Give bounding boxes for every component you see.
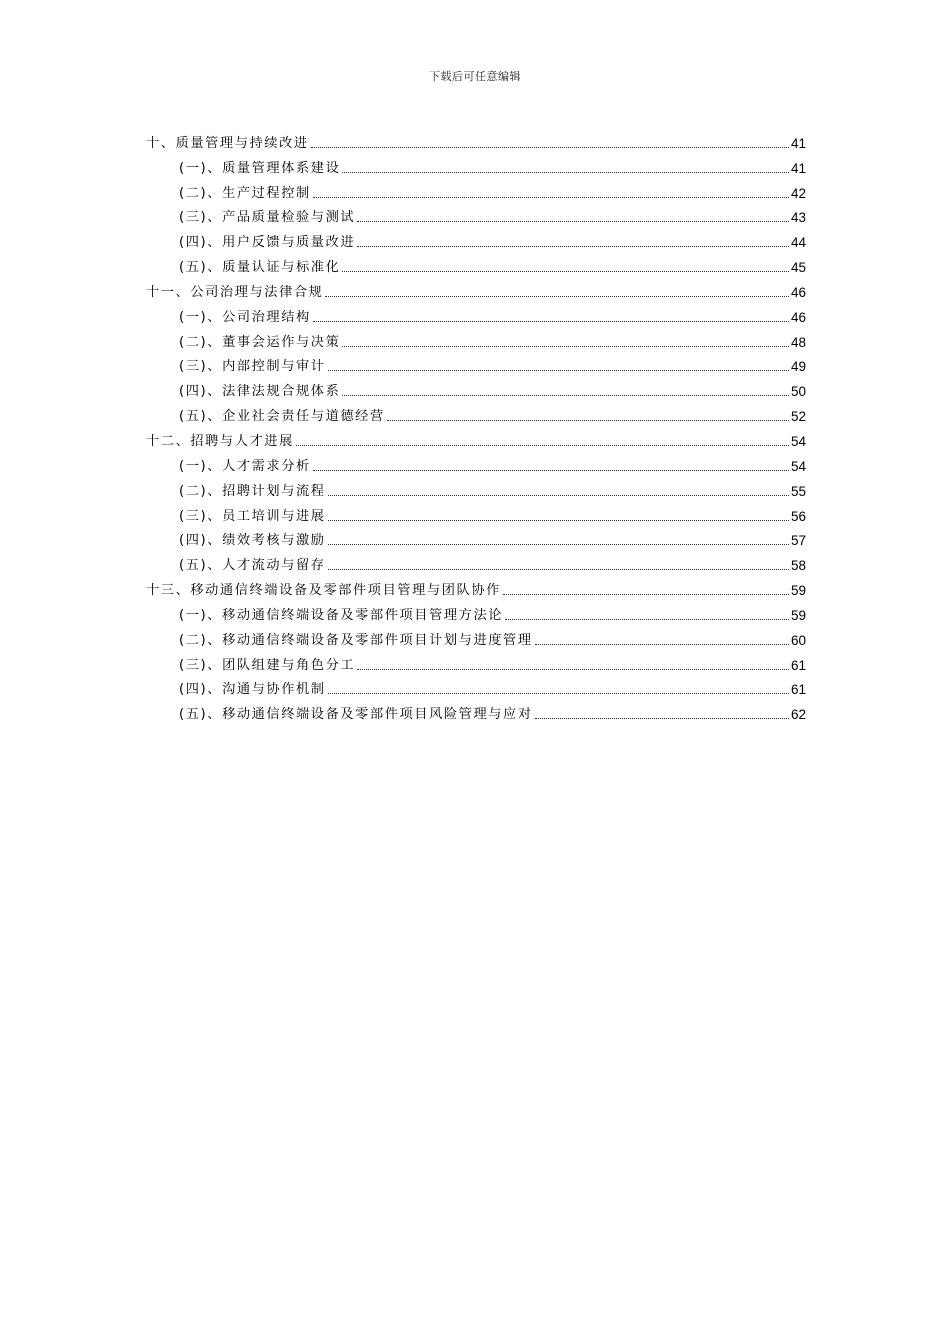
toc-section-entry[interactable] — [146, 251, 806, 276]
toc-dot-leader — [328, 370, 789, 371]
toc-section-entry[interactable] — [146, 226, 806, 251]
toc-section-entry[interactable] — [146, 698, 806, 723]
toc-entry-title: (一)、移动通信终端设备及零部件项目管理方法论 — [179, 607, 504, 623]
toc-page-number: 41 — [790, 135, 806, 151]
toc-page-number: 49 — [790, 359, 806, 375]
toc-entry-title: (三)、员工培训与进展 — [179, 508, 326, 524]
toc-page-number: 43 — [790, 210, 806, 226]
toc-section-entry[interactable] — [146, 549, 806, 574]
toc-section-entry[interactable] — [146, 624, 806, 649]
toc-section-entry[interactable] — [146, 500, 806, 525]
toc-dot-leader — [357, 246, 789, 247]
toc-entry-title: 十一、公司治理与法律合规 — [146, 284, 324, 300]
toc-chapter-entry[interactable] — [146, 574, 806, 599]
toc-entry-title: (四)、绩效考核与激励 — [179, 533, 326, 549]
toc-page-number: 46 — [790, 309, 806, 325]
toc-section-entry[interactable] — [146, 450, 806, 475]
toc-section-entry[interactable] — [146, 375, 806, 400]
toc-dot-leader — [535, 644, 789, 645]
toc-page-number: 61 — [790, 657, 806, 673]
toc-section-entry[interactable] — [146, 152, 806, 177]
toc-dot-leader — [313, 197, 789, 198]
toc-dot-leader — [342, 172, 789, 173]
toc-section-entry[interactable] — [146, 525, 806, 550]
toc-dot-leader — [325, 296, 789, 297]
toc-dot-leader — [503, 594, 789, 595]
toc-page-number: 48 — [790, 334, 806, 350]
toc-page-number: 60 — [790, 632, 806, 648]
toc-section-entry[interactable] — [146, 674, 806, 699]
toc-dot-leader — [311, 147, 789, 148]
toc-entry-title: 十、质量管理与持续改进 — [146, 135, 309, 151]
toc-dot-leader — [342, 271, 789, 272]
toc-page-number: 50 — [790, 384, 806, 400]
toc-page-number: 56 — [790, 508, 806, 524]
toc-entry-title: (四)、用户反馈与质量改进 — [179, 235, 356, 251]
toc-section-entry[interactable] — [146, 177, 806, 202]
toc-dot-leader — [328, 520, 789, 521]
toc-entry-title: (一)、质量管理体系建设 — [179, 160, 341, 176]
toc-entry-title: (四)、法律法规合规体系 — [179, 384, 341, 400]
toc-entry-title: 十二、招聘与人才进展 — [146, 433, 294, 449]
toc-entry-title: (五)、移动通信终端设备及零部件项目风险管理与应对 — [179, 707, 533, 723]
toc-chapter-entry[interactable] — [146, 425, 806, 450]
toc-page-number: 46 — [790, 284, 806, 300]
toc-section-entry[interactable] — [146, 400, 806, 425]
toc-entry-title: (二)、董事会运作与决策 — [179, 334, 341, 350]
toc-page-number: 61 — [790, 682, 806, 698]
toc-page-number: 55 — [790, 483, 806, 499]
toc-dot-leader — [342, 395, 789, 396]
table-of-contents — [146, 127, 806, 723]
toc-page-number: 52 — [790, 409, 806, 425]
toc-page-number: 45 — [790, 260, 806, 276]
toc-section-entry[interactable] — [146, 202, 806, 227]
toc-page-number: 54 — [790, 458, 806, 474]
toc-section-entry[interactable] — [146, 326, 806, 351]
toc-page-number: 59 — [790, 583, 806, 599]
toc-dot-leader — [342, 346, 789, 347]
header-note: 下载后可任意编辑 — [429, 70, 521, 83]
toc-dot-leader — [328, 495, 789, 496]
toc-dot-leader — [357, 221, 789, 222]
toc-entry-title: 十三、移动通信终端设备及零部件项目管理与团队协作 — [146, 583, 501, 599]
toc-section-entry[interactable] — [146, 351, 806, 376]
toc-section-entry[interactable] — [146, 649, 806, 674]
toc-dot-leader — [505, 619, 789, 620]
toc-dot-leader — [328, 569, 789, 570]
toc-dot-leader — [328, 544, 789, 545]
toc-entry-title: (五)、人才流动与留存 — [179, 558, 326, 574]
toc-entry-title: (二)、生产过程控制 — [179, 185, 311, 201]
toc-entry-title: (三)、团队组建与角色分工 — [179, 657, 356, 673]
toc-entry-title: (二)、招聘计划与流程 — [179, 483, 326, 499]
toc-page-number: 41 — [790, 160, 806, 176]
toc-chapter-entry[interactable] — [146, 276, 806, 301]
toc-dot-leader — [313, 470, 789, 471]
toc-dot-leader — [296, 445, 789, 446]
toc-dot-leader — [387, 420, 789, 421]
toc-section-entry[interactable] — [146, 599, 806, 624]
toc-entry-title: (一)、公司治理结构 — [179, 309, 311, 325]
toc-entry-title: (三)、内部控制与审计 — [179, 359, 326, 375]
toc-page-number: 54 — [790, 433, 806, 449]
toc-entry-title: (五)、企业社会责任与道德经营 — [179, 409, 385, 425]
toc-section-entry[interactable] — [146, 301, 806, 326]
toc-page-number: 58 — [790, 558, 806, 574]
toc-entry-title: (一)、人才需求分析 — [179, 458, 311, 474]
toc-entry-title: (三)、产品质量检验与测试 — [179, 210, 356, 226]
toc-section-entry[interactable] — [146, 475, 806, 500]
toc-page-number: 42 — [790, 185, 806, 201]
toc-dot-leader — [357, 669, 789, 670]
toc-chapter-entry[interactable] — [146, 127, 806, 152]
toc-entry-title: (二)、移动通信终端设备及零部件项目计划与进度管理 — [179, 632, 533, 648]
toc-entry-title: (五)、质量认证与标准化 — [179, 260, 341, 276]
toc-page-number: 57 — [790, 533, 806, 549]
toc-page-number: 62 — [790, 707, 806, 723]
toc-entry-title: (四)、沟通与协作机制 — [179, 682, 326, 698]
toc-page-number: 59 — [790, 607, 806, 623]
toc-dot-leader — [535, 718, 789, 719]
toc-dot-leader — [328, 693, 789, 694]
toc-page-number: 44 — [790, 235, 806, 251]
toc-dot-leader — [313, 321, 789, 322]
